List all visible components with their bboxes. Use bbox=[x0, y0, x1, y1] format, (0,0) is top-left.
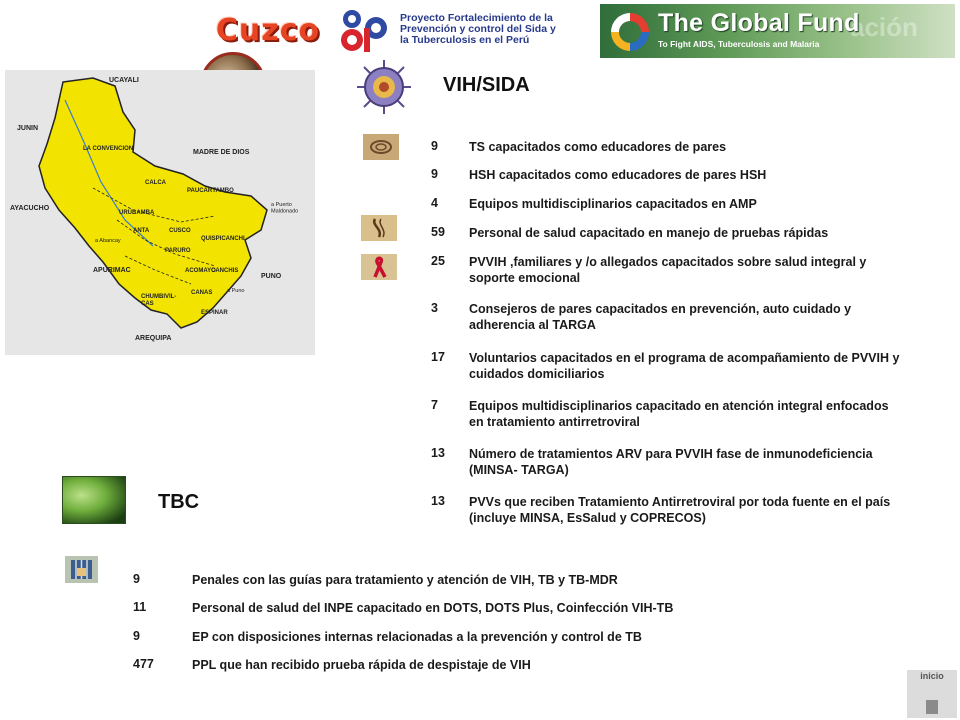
vih-item-text bbox=[469, 167, 766, 183]
vih-item-line: adherencia al TARGA bbox=[469, 318, 596, 332]
map-label-canas: CANAS bbox=[191, 290, 213, 296]
vih-item-text bbox=[469, 225, 828, 241]
tbc-item-number: 9 bbox=[133, 572, 140, 586]
rapid-test-icon bbox=[361, 215, 397, 241]
map-label-espinar: ESPINAR bbox=[201, 310, 228, 316]
header bbox=[0, 0, 960, 60]
vih-item-number: 17 bbox=[431, 350, 445, 364]
map-label-urubamba: URUBAMBA bbox=[119, 210, 155, 216]
vih-item-text bbox=[469, 139, 726, 155]
map-label-apurimac: APURIMAC bbox=[93, 267, 131, 274]
tbc-section-title: TBC bbox=[158, 491, 200, 513]
vih-item-number: 7 bbox=[431, 398, 438, 412]
project-title-line: Proyecto Fortalecimiento de la bbox=[400, 12, 553, 24]
tbc-item-number: 477 bbox=[133, 657, 154, 671]
map-annotation-puno: a Puno bbox=[227, 288, 245, 294]
vih-item-number: 4 bbox=[431, 196, 438, 210]
vih-item-number: 9 bbox=[431, 139, 438, 153]
map-label-chumbivilcas: CHUMBIVIL-CAS bbox=[141, 294, 177, 307]
inicio-icon bbox=[926, 700, 938, 714]
virus-icon bbox=[355, 58, 413, 116]
vih-item-line: Personal de salud capacitado en manejo de pruebas rápidas bbox=[469, 226, 829, 240]
inicio-button[interactable] bbox=[907, 670, 957, 718]
map-label-ayacucho: AYACUCHO bbox=[10, 205, 50, 212]
tbc-item-text: PPL que han recibido prueba rápida de despistaje de VIH bbox=[192, 658, 531, 672]
vih-item-line: TS capacitados como educadores de pares bbox=[469, 140, 727, 154]
vih-item-text bbox=[469, 196, 757, 212]
vih-item-number: 13 bbox=[431, 494, 445, 508]
project-title bbox=[400, 13, 596, 46]
vih-item-line: HSH capacitados como educadores de pares HSH bbox=[469, 168, 767, 182]
tbc-item-number: 9 bbox=[133, 629, 140, 643]
map-label-anta: ANTA bbox=[133, 228, 150, 234]
condom-icon bbox=[363, 134, 399, 160]
vih-item-line: Número de tratamientos ARV para PVVIH fase de inmunodeficiencia bbox=[469, 447, 873, 461]
global-fund-logo-icon bbox=[608, 10, 652, 54]
vih-item-line: soporte emocional bbox=[469, 271, 581, 285]
vih-item-line: Equipos multidisciplinarios capacitados en AMP bbox=[469, 197, 757, 211]
aids-ribbon-icon bbox=[361, 254, 397, 280]
tbc-item-text: Penales con las guías para tratamiento y atención de VIH, TB y TB-MDR bbox=[192, 573, 618, 587]
vih-item-line: Consejeros de pares capacitados en prevención, auto cuidado y bbox=[469, 302, 852, 316]
vih-item-text bbox=[469, 350, 899, 382]
vih-item-line: PVVIH ,familiares y /o allegados capacitados sobre salud integral y bbox=[469, 255, 867, 269]
map-label-paucartambo: PAUCARTAMBO bbox=[187, 188, 234, 194]
tbc-item-number: 11 bbox=[133, 600, 147, 614]
tb-bacteria-photo bbox=[62, 476, 126, 524]
project-title-line: la Tuberculosis en el Perú bbox=[400, 34, 530, 46]
vih-item-text bbox=[469, 398, 889, 430]
cusco-region-map bbox=[5, 70, 315, 355]
vih-item-number: 13 bbox=[431, 446, 445, 460]
vih-item-line: en tratamiento antirretroviral bbox=[469, 415, 640, 429]
vih-item-text bbox=[469, 446, 873, 478]
map-label-cusco: CUSCO bbox=[169, 228, 191, 234]
project-logo-icon bbox=[338, 6, 396, 54]
map-label-acomayo: ACOMAYO bbox=[185, 268, 216, 274]
map-label-canchis: CANCHIS bbox=[211, 268, 239, 274]
vih-item-text bbox=[469, 301, 851, 333]
vih-item-number: 3 bbox=[431, 301, 438, 315]
vih-item-number: 9 bbox=[431, 167, 438, 181]
prison-icon bbox=[65, 556, 98, 583]
map-label-junin: JUNIN bbox=[17, 125, 39, 132]
global-fund-banner bbox=[600, 4, 955, 58]
tbc-item-text: EP con disposiciones internas relacionadas a la prevención y control de TB bbox=[192, 630, 642, 644]
global-fund-title: The Global Fund bbox=[658, 9, 860, 37]
map-annotation-abancay: a Abancay bbox=[95, 238, 121, 244]
map-label-ucayali: UCAYALI bbox=[109, 77, 139, 84]
inicio-label: inicio bbox=[920, 671, 944, 681]
cuzco-logo bbox=[208, 8, 328, 54]
vih-item-number: 25 bbox=[431, 254, 445, 268]
map-label-puno: PUNO bbox=[261, 273, 282, 280]
vih-item-line: Equipos multidisciplinarios capacitado en atención integral enfocados bbox=[469, 399, 889, 413]
global-fund-ghost-text: ación bbox=[850, 12, 918, 42]
map-annotation-puerto-maldonado: a Puerto Maldonado bbox=[271, 202, 299, 215]
global-fund-subtitle: To Fight AIDS, Tuberculosis and Malaria bbox=[658, 39, 820, 49]
vih-item-line: cuidados domiciliarios bbox=[469, 367, 605, 381]
map-label-madre-de-dios: MADRE DE DIOS bbox=[193, 149, 250, 156]
tbc-item-text: Personal de salud del INPE capacitado en DOTS, DOTS Plus, Coinfección VIH-TB bbox=[192, 601, 674, 615]
vih-item-text bbox=[469, 254, 866, 286]
vih-item-number: 59 bbox=[431, 225, 445, 239]
map-label-paruro: PARURO bbox=[165, 248, 191, 254]
vih-item-line: (MINSA- TARGA) bbox=[469, 463, 569, 477]
cuzco-logo-text: Cuzco bbox=[215, 13, 321, 48]
project-title-line: Prevención y control del Sida y bbox=[400, 23, 556, 35]
map-label-calca: CALCA bbox=[145, 180, 166, 186]
vih-item-line: (incluye MINSA, EsSalud y COPRECOS) bbox=[469, 511, 706, 525]
vih-section-title: VIH/SIDA bbox=[443, 74, 530, 96]
vih-item-line: Voluntarios capacitados en el programa de acompañamiento de PVVIH y bbox=[469, 351, 900, 365]
vih-item-line: PVVs que reciben Tratamiento Antirretroviral por toda fuente en el país bbox=[469, 495, 891, 509]
vih-item-text bbox=[469, 494, 890, 526]
map-label-la-convencion: LA CONVENCION bbox=[83, 146, 134, 152]
map-label-arequipa: AREQUIPA bbox=[135, 335, 172, 342]
map-label-quispicanchi: QUISPICANCHI bbox=[201, 236, 245, 242]
